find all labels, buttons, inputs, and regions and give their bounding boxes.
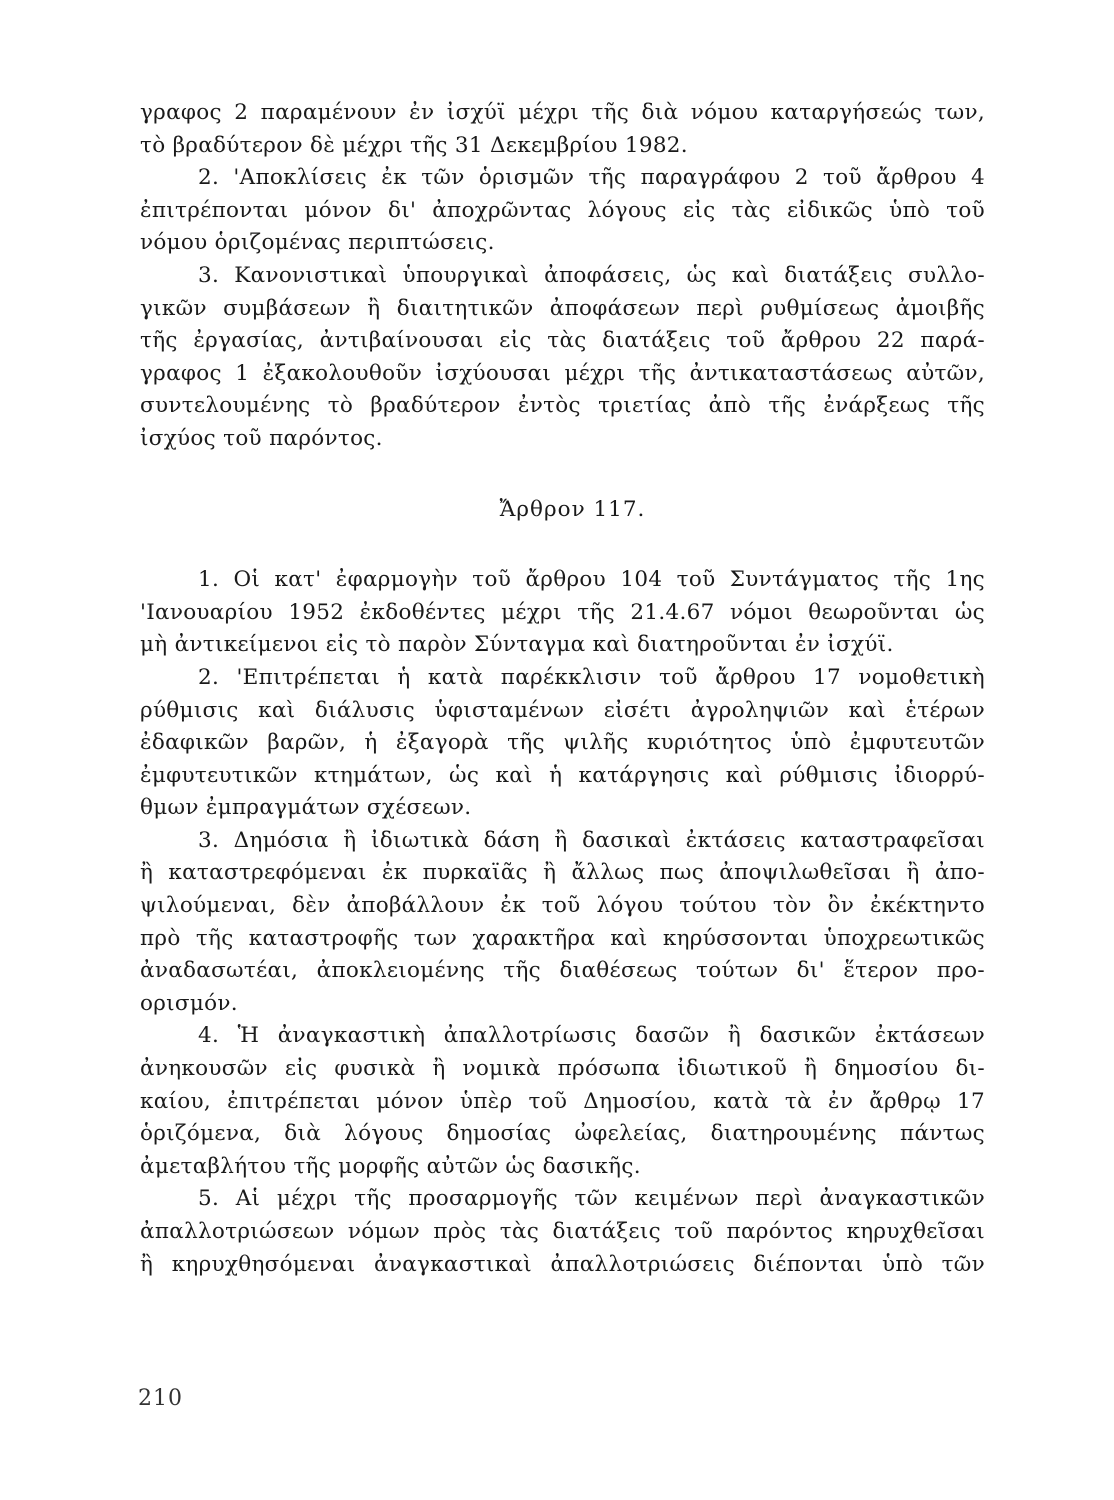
continuation-paragraph [140,97,985,162]
article-paragraph-2 [140,662,985,825]
text-line: 2. 'Επιτρέπεται ἡ κατὰ παρέκκλισιν τοῦ ἄρθρου 17 νομοθετικὴ [198,664,985,690]
text-line: γραφος 1 ἐξακολουθοῦν ἰσχύουσαι μέχρι τῆς ἀντικαταστάσεως αὐτῶν, [140,360,985,386]
paragraph-2-previous-article [140,162,985,260]
text-line: 5. Αἱ μέχρι τῆς προσαρμογῆς τῶν κειμένων περὶ ἀναγκαστικῶν [198,1186,985,1212]
body-text [140,97,985,1281]
text-line: 4. Ἡ ἀναγκαστικὴ ἀπαλλοτρίωσις δασῶν ἢ δασικῶν ἐκτάσεων [198,1023,985,1049]
text-line: ἀναδασωτέαι, ἀποκλειομένης τῆς διαθέσεως τούτων δι' ἕτερον προ- [140,958,985,984]
text-line: μὴ ἀντικείμενοι εἰς τὸ παρὸν Σύνταγμα καὶ διατηροῦνται ἐν ἰσχύϊ. [140,632,894,658]
text-line: 'Ιανουαρίου 1952 ἐκδοθέντες μέχρι τῆς 21.4.67 νόμοι θεωροῦνται ὡς [140,599,985,625]
text-line: 3. Δημόσια ἢ ἰδιωτικὰ δάση ἢ δασικαὶ ἐκτάσεις καταστραφεῖσαι [198,827,985,853]
text-line: ρύθμισις καὶ διάλυσις ὑφισταμένων εἰσέτι ἀγροληψιῶν καὶ ἑτέρων [140,697,985,723]
heading-spacer [140,526,985,564]
text-line: πρὸ τῆς καταστροφῆς των χαρακτῆρα καὶ κηρύσσονται ὑποχρεωτικῶς [140,925,985,951]
article-heading: Ἄρθρον 117. [499,496,646,522]
text-line: θμων ἐμπραγμάτων σχέσεων. [140,795,472,821]
text-line: ψιλούμεναι, δὲν ἀποβάλλουν ἐκ τοῦ λόγου τούτου τὸν ὂν ἐκέκτηντο [140,893,985,919]
text-line: ἐδαφικῶν βαρῶν, ἡ ἐξαγορὰ τῆς ψιλῆς κυριότητος ὑπὸ ἐμφυτευτῶν [140,730,985,756]
article-paragraph-5 [140,1183,985,1281]
article-paragraph-1 [140,564,985,662]
text-line: καίου, ἐπιτρέπεται μόνον ὑπὲρ τοῦ Δημοσίου, κατὰ τὰ ἐν ἄρθρῳ 17 [140,1088,985,1114]
text-line: ἐπιτρέπονται μόνον δι' ἀποχρῶντας λόγους εἰς τὰς εἰδικῶς ὑπὸ τοῦ [140,197,985,223]
text-line: ορισμόν. [140,990,238,1016]
paragraph-3-previous-article [140,260,985,456]
text-line: συντελουμένης τὸ βραδύτερον ἐντὸς τριετίας ἀπὸ τῆς ἐνάρξεως τῆς [140,393,985,419]
text-line: ἀνηκουσῶν εἰς φυσικὰ ἢ νομικὰ πρόσωπα ἰδιωτικοῦ ἢ δημοσίου δι- [140,1056,985,1082]
text-line: γραφος 2 παραμένουν ἐν ἰσχύϊ μέχρι τῆς διὰ νόμου καταργήσεώς των, [140,100,985,125]
text-line: τὸ βραδύτερον δὲ μέχρι τῆς 31 Δεκεμβρίου 1982. [140,132,688,158]
text-line: 1. Οἱ κατ' ἐφαρμογὴν τοῦ ἄρθρου 104 τοῦ Συντάγματος τῆς 1ης [198,567,985,593]
text-line: τῆς ἐργασίας, ἀντιβαίνουσαι εἰς τὰς διατάξεις τοῦ ἄρθρου 22 παρά- [140,328,985,354]
text-line: ὁριζόμενα, διὰ λόγους δημοσίας ὠφελείας, διατηρουμένης πάντως [140,1121,985,1147]
text-line: 3. Κανονιστικαὶ ὑπουργικαὶ ἀποφάσεις, ὡς καὶ διατάξεις συλλο- [198,262,985,288]
text-line: 2. 'Αποκλίσεις ἐκ τῶν ὁρισμῶν τῆς παραγράφου 2 τοῦ ἄρθρου 4 [198,165,985,191]
article-paragraph-4 [140,1020,985,1183]
article-paragraph-3 [140,825,985,1021]
text-line: ἐμφυτευτικῶν κτημάτων, ὡς καὶ ἡ κατάργησις καὶ ρύθμισις ἰδιορρύ- [140,762,985,788]
text-line: ἀπαλλοτριώσεων νόμων πρὸς τὰς διατάξεις τοῦ παρόντος κηρυχθεῖσαι [140,1219,985,1244]
text-line: ἢ κηρυχθησόμεναι ἀναγκαστικαὶ ἀπαλλοτριώσεις διέπονται ὑπὸ τῶν [140,1251,985,1277]
text-line: νόμου ὁριζομένας περιπτώσεις. [140,230,495,256]
text-line: ἢ καταστρεφόμεναι ἐκ πυρκαϊᾶς ἢ ἄλλως πως ἀποψιλωθεῖσαι ἢ ἀπο- [140,860,985,886]
text-line: ἰσχύος τοῦ παρόντος. [140,425,383,451]
text-line: ἀμεταβλήτου τῆς μορφῆς αὐτῶν ὡς δασικῆς. [140,1153,641,1179]
page-number: 210 [138,1386,183,1411]
text-line: γικῶν συμβάσεων ἢ διαιτητικῶν ἀποφάσεων περὶ ρυθμίσεως ἀμοιβῆς [140,295,985,321]
heading-spacer [140,456,985,494]
